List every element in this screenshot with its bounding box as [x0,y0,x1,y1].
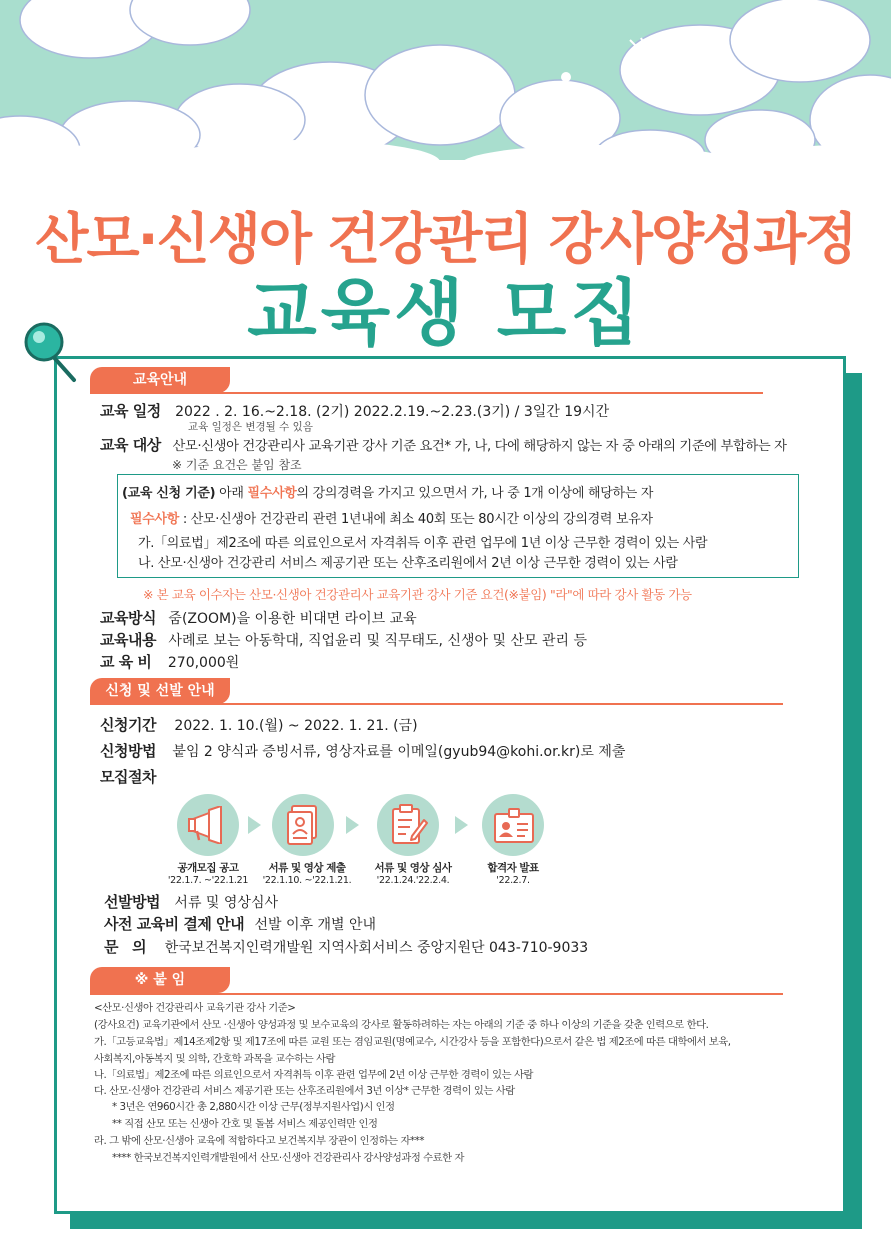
period-value: 2022. 1. 10.(월) ~ 2022. 1. 21. (금) [174,718,418,734]
selection-value: 서류 및 영상심사 [174,895,278,911]
appendix-line-9: 라. 그 밖에 산모·신생아 교육에 적합하다고 보건복지부 장관이 인정하는 자*** [94,1135,425,1147]
target-row [100,434,787,455]
id-card-icon [493,808,535,844]
appendix-line-7: * 3년은 연960시간 총 2,880시간 이상 근무(정부지원사업)시 인정 [112,1101,395,1113]
period-row [100,714,418,735]
section-tag-education: 교육안내 [90,367,230,393]
prepay-value: 선발 이후 개별 안내 [254,917,377,933]
notice-text: ※ 본 교육 이수자는 산모·신생아 건강관리사 교육기관 강사 기준 요건(※붙임) "라"에 따라 강사 활동 가능 [143,587,692,602]
content-row [100,629,587,650]
fee-row [100,651,239,672]
how-row [100,740,625,761]
content-value: 사례로 보는 아동학대, 직업윤리 및 직무태도, 신생아 및 산모 관리 등 [168,633,587,649]
section-divider [90,703,783,705]
target-label: 교육 대상 [100,436,161,454]
appendix-line-10: **** 한국보건복지인력개발원에서 산모·신생아 건강관리사 강사양성과정 수료한 자 [112,1152,464,1164]
step-label-1: 공개모집 공고 [177,862,239,874]
step-label-4: 합격자 발표 [487,862,539,874]
prepay-row [104,913,376,934]
how-value[interactable]: 붙임 2 양식과 증빙서류, 영상자료를 이메일(gyub94@kohi.or.kr)로 제출 [172,744,626,760]
step-date-3: '22.1.24.'22.2.4. [376,875,450,886]
section-tag-application: 신청 및 선발 안내 [90,678,230,704]
section-tag-appendix: ※ 붙 임 [90,967,230,993]
appendix-line-4: 사회복지,아동복지 및 의학, 간호학 과목을 교수하는 사람 [94,1053,336,1065]
push-pin-icon [20,318,90,388]
step-date-4: '22.2.7. [496,875,530,886]
schedule-note: 교육 일정은 변경될 수 있음 [188,421,313,433]
criteria-mid-text: 아래 [215,486,248,501]
target-note: ※ 기준 요건은 붙임 참조 [172,458,302,472]
criteria-line-4: 나. 산모·신생아 건강관리 서비스 제공기관 또는 산후조리원에서 2년 이상 근무한 경력이 있는 사람 [138,556,678,571]
megaphone-icon [187,806,229,844]
section-divider [90,993,783,995]
appendix-line-2: (강사요건) 교육기관에서 산모 ·신생아 양성과정 및 보수교육의 강사로 활동하려하는 자는 아래의 기준 중 하나 이상의 기준을 갖춘 인력으로 한다. [94,1019,709,1031]
appendix-line-8: ** 직접 산모 또는 신생아 간호 및 돌봄 서비스 제공인력만 인정 [112,1118,378,1130]
arrow-right-icon [346,816,359,834]
appendix-line-5: 나.「의료법」제2조에 따른 의료인으로서 자격취득 이후 관련 업무에 2년 이상 근무한 경력이 있는 사람 [94,1069,533,1081]
method-row [100,607,417,628]
process-label: 모집절차 [100,768,156,786]
criteria-line-3: 가.「의료법」제2조에 따른 의료인으로서 자격취득 이후 관련 업무에 1년 이상 근무한 경력이 있는 사람 [138,536,708,551]
criteria-rest: 의 강의경력을 가지고 있으면서 가, 나 중 1개 이상에 해당하는 자 [296,486,654,501]
criteria-heading: (교육 신청 기준) [122,486,216,501]
required-text: : 산모·신생아 건강관리 관련 1년내에 최소 40회 또는 80시간 이상의 강의경력 보유자 [179,512,653,527]
step-label-2: 서류 및 영상 제출 [268,862,346,874]
process-row [100,766,156,787]
schedule-row [100,400,609,421]
cloud-decoration [0,0,891,200]
content-label: 교육내용 [100,631,156,649]
clipboard-icon [390,804,428,846]
step-date-1: '22.1.7. ~'22.1.21 [167,875,249,886]
page-subtitle: 교육생 모집 [247,271,644,355]
selection-label: 선발방법 [104,893,160,911]
method-label: 교육방식 [100,609,156,627]
contact-value: 한국보건복지인력개발원 지역사회서비스 중앙지원단 043-710-9033 [164,940,589,956]
selection-row [104,891,278,912]
fee-label: 교 육 비 [100,653,152,671]
prepay-label: 사전 교육비 결제 안내 [104,915,245,933]
arrow-right-icon [455,816,468,834]
schedule-label: 교육 일정 [100,402,161,420]
document-icon [286,804,322,846]
appendix-line-1: <산모·신생아 건강관리사 교육기관 강사 기준> [94,1002,296,1014]
contact-label: 문 의 [104,938,147,956]
required-highlight: 필수사항 [247,486,297,501]
schedule-value: 2022 . 2. 16.~2.18. (2기) 2022.2.19.~2.23.(3기) / 3일간 19시간 [175,404,610,420]
section-divider [90,392,763,394]
contact-row [104,936,588,957]
step-label-3: 서류 및 영상 심사 [374,862,452,874]
how-label: 신청방법 [100,742,156,760]
method-value: 줌(ZOOM)을 이용한 비대면 라이브 교육 [168,611,417,627]
appendix-line-6: 다. 산모·신생아 건강관리 서비스 제공기관 또는 산후조리원에서 3년 이상* 근무한 경력이 있는 사람 [94,1085,515,1097]
period-label: 신청기간 [100,716,156,734]
criteria-line-1 [122,482,653,501]
appendix-line-3: 가.「고등교육법」제14조제2항 및 제17조에 따른 교원 또는 겸임교원(명예교수, 시간강사 등을 포함한다)으로서 같은 법 제2조에 따른 대학에서 보육, [94,1036,731,1048]
fee-value: 270,000원 [167,655,240,671]
step-date-2: '22.1.10. ~'22.1.21. [262,875,352,886]
required-label: 필수사항 [130,512,180,527]
arrow-right-icon [248,816,261,834]
criteria-line-2 [130,508,653,527]
page-title: 산모·신생아 건강관리 강사양성과정 [35,207,856,271]
target-value: 산모·신생아 건강관리사 교육기관 강사 기준 요건* 가, 나, 다에 해당하지 않는 자 중 아래의 기준에 부합하는 자 [172,439,787,454]
